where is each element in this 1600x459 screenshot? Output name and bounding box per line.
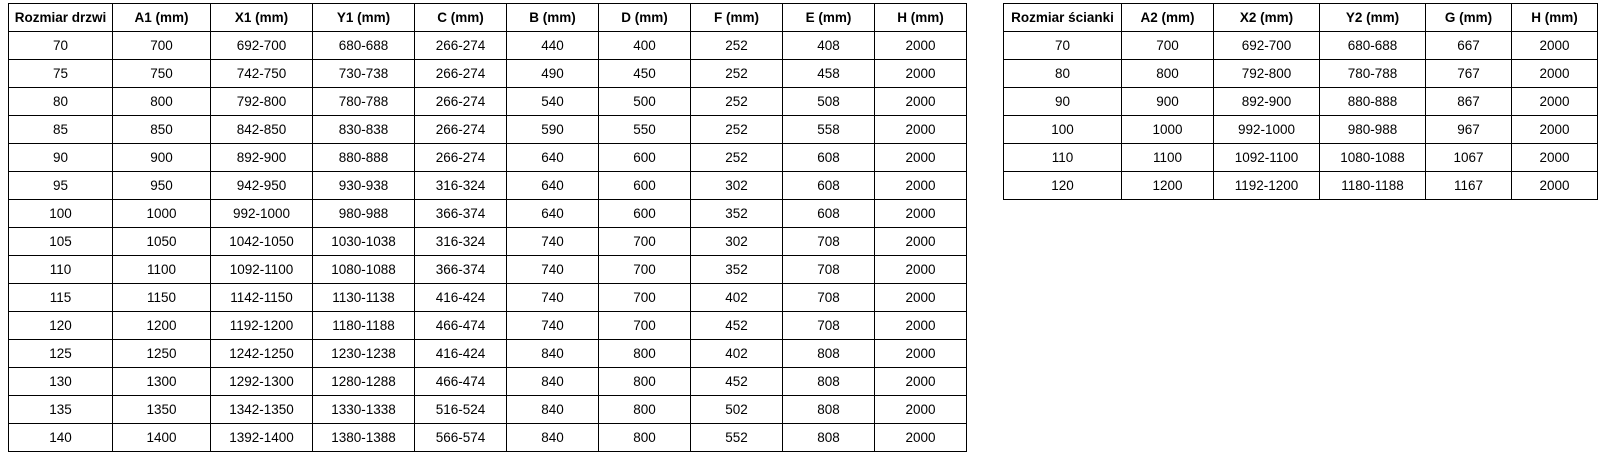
table-cell: 452 <box>691 368 783 396</box>
table-cell: 992-1000 <box>1214 116 1320 144</box>
table-cell: 508 <box>783 88 875 116</box>
doors-column-header: E (mm) <box>783 4 875 32</box>
table-cell: 416-424 <box>415 284 507 312</box>
table-cell: 1300 <box>113 368 211 396</box>
table-cell: 1380-1388 <box>313 424 415 452</box>
table-cell: 708 <box>783 228 875 256</box>
table-cell: 892-900 <box>211 144 313 172</box>
table-cell: 1350 <box>113 396 211 424</box>
table-row <box>9 116 967 144</box>
table-cell: 2000 <box>875 284 967 312</box>
table-cell: 550 <box>599 116 691 144</box>
doors-column-header: B (mm) <box>507 4 599 32</box>
table-cell: 1100 <box>1122 144 1214 172</box>
table-cell: 700 <box>599 228 691 256</box>
table-cell: 252 <box>691 116 783 144</box>
table-cell: 85 <box>9 116 113 144</box>
table-cell: 1092-1100 <box>211 256 313 284</box>
table-cell: 266-274 <box>415 32 507 60</box>
table-cell: 566-574 <box>415 424 507 452</box>
table-cell: 1142-1150 <box>211 284 313 312</box>
table-cell: 500 <box>599 88 691 116</box>
table-cell: 800 <box>599 340 691 368</box>
table-cell: 740 <box>507 284 599 312</box>
table-cell: 590 <box>507 116 599 144</box>
table-cell: 680-688 <box>313 32 415 60</box>
doors-column-header: X1 (mm) <box>211 4 313 32</box>
table-cell: 1392-1400 <box>211 424 313 452</box>
table-row <box>9 256 967 284</box>
table-cell: 692-700 <box>211 32 313 60</box>
table-cell: 892-900 <box>1214 88 1320 116</box>
table-cell: 800 <box>599 368 691 396</box>
table-cell: 800 <box>1122 60 1214 88</box>
table-cell: 900 <box>113 144 211 172</box>
table-cell: 742-750 <box>211 60 313 88</box>
table-cell: 840 <box>507 396 599 424</box>
table-cell: 1330-1338 <box>313 396 415 424</box>
table-cell: 850 <box>113 116 211 144</box>
walls-column-header: Y2 (mm) <box>1320 4 1426 32</box>
doors-column-header: A1 (mm) <box>113 4 211 32</box>
table-row <box>9 200 967 228</box>
table-cell: 2000 <box>875 144 967 172</box>
table-cell: 316-324 <box>415 172 507 200</box>
table-cell: 1000 <box>113 200 211 228</box>
table-cell: 552 <box>691 424 783 452</box>
table-cell: 2000 <box>875 396 967 424</box>
table-cell: 130 <box>9 368 113 396</box>
table-cell: 100 <box>1004 116 1122 144</box>
table-cell: 1100 <box>113 256 211 284</box>
table-cell: 266-274 <box>415 88 507 116</box>
table-cell: 120 <box>9 312 113 340</box>
table-cell: 600 <box>599 144 691 172</box>
table-header-row <box>9 4 967 32</box>
table-header-row <box>1004 4 1598 32</box>
table-cell: 640 <box>507 200 599 228</box>
table-cell: 1200 <box>113 312 211 340</box>
table-cell: 750 <box>113 60 211 88</box>
walls-table-header <box>1004 4 1598 32</box>
table-cell: 302 <box>691 228 783 256</box>
table-cell: 980-988 <box>313 200 415 228</box>
walls-size-table-container <box>1003 3 1598 200</box>
table-cell: 1180-1188 <box>1320 172 1426 200</box>
table-cell: 950 <box>113 172 211 200</box>
table-cell: 1242-1250 <box>211 340 313 368</box>
table-cell: 352 <box>691 200 783 228</box>
table-cell: 680-688 <box>1320 32 1426 60</box>
table-cell: 1280-1288 <box>313 368 415 396</box>
table-cell: 880-888 <box>1320 88 1426 116</box>
table-cell: 1180-1188 <box>313 312 415 340</box>
table-cell: 450 <box>599 60 691 88</box>
table-row <box>1004 116 1598 144</box>
table-cell: 2000 <box>875 228 967 256</box>
table-cell: 830-838 <box>313 116 415 144</box>
table-cell: 1200 <box>1122 172 1214 200</box>
table-cell: 740 <box>507 312 599 340</box>
table-cell: 408 <box>783 32 875 60</box>
table-cell: 800 <box>113 88 211 116</box>
doors-column-header: D (mm) <box>599 4 691 32</box>
table-cell: 90 <box>9 144 113 172</box>
table-cell: 2000 <box>875 32 967 60</box>
table-cell: 700 <box>599 312 691 340</box>
doors-column-header: F (mm) <box>691 4 783 32</box>
table-cell: 930-938 <box>313 172 415 200</box>
table-cell: 452 <box>691 312 783 340</box>
table-row <box>9 396 967 424</box>
table-cell: 302 <box>691 172 783 200</box>
doors-column-header: C (mm) <box>415 4 507 32</box>
table-cell: 80 <box>9 88 113 116</box>
table-cell: 608 <box>783 144 875 172</box>
table-cell: 740 <box>507 256 599 284</box>
table-row <box>9 228 967 256</box>
table-cell: 2000 <box>1512 32 1598 60</box>
table-cell: 800 <box>599 396 691 424</box>
table-cell: 608 <box>783 200 875 228</box>
table-cell: 808 <box>783 340 875 368</box>
table-cell: 792-800 <box>211 88 313 116</box>
table-cell: 502 <box>691 396 783 424</box>
table-cell: 120 <box>1004 172 1122 200</box>
walls-table-body <box>1004 32 1598 200</box>
table-row <box>9 284 967 312</box>
table-cell: 516-524 <box>415 396 507 424</box>
table-cell: 800 <box>599 424 691 452</box>
table-cell: 942-950 <box>211 172 313 200</box>
table-row <box>9 32 967 60</box>
table-cell: 700 <box>113 32 211 60</box>
table-cell: 540 <box>507 88 599 116</box>
table-cell: 880-888 <box>313 144 415 172</box>
table-cell: 2000 <box>1512 60 1598 88</box>
table-cell: 75 <box>9 60 113 88</box>
table-row <box>9 312 967 340</box>
table-cell: 1130-1138 <box>313 284 415 312</box>
table-cell: 110 <box>1004 144 1122 172</box>
table-row <box>9 368 967 396</box>
table-row <box>9 172 967 200</box>
walls-column-header: G (mm) <box>1426 4 1512 32</box>
table-cell: 808 <box>783 368 875 396</box>
table-cell: 1050 <box>113 228 211 256</box>
table-cell: 466-474 <box>415 368 507 396</box>
table-cell: 700 <box>599 256 691 284</box>
table-cell: 1167 <box>1426 172 1512 200</box>
table-cell: 867 <box>1426 88 1512 116</box>
table-row <box>9 88 967 116</box>
table-cell: 1080-1088 <box>313 256 415 284</box>
table-cell: 1250 <box>113 340 211 368</box>
walls-column-header: Rozmiar ścianki <box>1004 4 1122 32</box>
table-cell: 708 <box>783 312 875 340</box>
table-cell: 2000 <box>875 424 967 452</box>
table-cell: 667 <box>1426 32 1512 60</box>
table-cell: 792-800 <box>1214 60 1320 88</box>
table-cell: 100 <box>9 200 113 228</box>
table-cell: 1080-1088 <box>1320 144 1426 172</box>
table-cell: 2000 <box>875 340 967 368</box>
table-cell: 992-1000 <box>211 200 313 228</box>
table-row <box>9 424 967 452</box>
table-cell: 967 <box>1426 116 1512 144</box>
table-cell: 1342-1350 <box>211 396 313 424</box>
table-cell: 402 <box>691 340 783 368</box>
table-cell: 780-788 <box>313 88 415 116</box>
walls-column-header: H (mm) <box>1512 4 1598 32</box>
table-row <box>1004 32 1598 60</box>
table-cell: 366-374 <box>415 200 507 228</box>
table-cell: 252 <box>691 32 783 60</box>
table-cell: 466-474 <box>415 312 507 340</box>
table-cell: 2000 <box>875 312 967 340</box>
table-cell: 366-374 <box>415 256 507 284</box>
table-cell: 1092-1100 <box>1214 144 1320 172</box>
table-cell: 252 <box>691 88 783 116</box>
table-cell: 1192-1200 <box>211 312 313 340</box>
table-row <box>1004 60 1598 88</box>
table-cell: 808 <box>783 396 875 424</box>
table-cell: 840 <box>507 340 599 368</box>
table-cell: 730-738 <box>313 60 415 88</box>
table-cell: 80 <box>1004 60 1122 88</box>
table-cell: 440 <box>507 32 599 60</box>
table-cell: 808 <box>783 424 875 452</box>
table-cell: 316-324 <box>415 228 507 256</box>
table-cell: 1042-1050 <box>211 228 313 256</box>
table-cell: 400 <box>599 32 691 60</box>
table-cell: 2000 <box>875 368 967 396</box>
table-cell: 1030-1038 <box>313 228 415 256</box>
doors-column-header: Rozmiar drzwi <box>9 4 113 32</box>
table-row <box>9 60 967 88</box>
table-cell: 2000 <box>875 88 967 116</box>
doors-column-header: Y1 (mm) <box>313 4 415 32</box>
table-cell: 352 <box>691 256 783 284</box>
table-cell: 2000 <box>875 172 967 200</box>
table-cell: 1000 <box>1122 116 1214 144</box>
table-cell: 125 <box>9 340 113 368</box>
table-cell: 1067 <box>1426 144 1512 172</box>
table-cell: 110 <box>9 256 113 284</box>
table-cell: 1150 <box>113 284 211 312</box>
table-cell: 402 <box>691 284 783 312</box>
table-cell: 2000 <box>875 200 967 228</box>
table-row <box>1004 172 1598 200</box>
table-cell: 2000 <box>875 256 967 284</box>
walls-column-header: A2 (mm) <box>1122 4 1214 32</box>
doors-column-header: H (mm) <box>875 4 967 32</box>
table-cell: 740 <box>507 228 599 256</box>
table-cell: 140 <box>9 424 113 452</box>
table-cell: 1230-1238 <box>313 340 415 368</box>
table-cell: 266-274 <box>415 116 507 144</box>
table-cell: 135 <box>9 396 113 424</box>
table-cell: 266-274 <box>415 144 507 172</box>
table-cell: 708 <box>783 284 875 312</box>
table-cell: 900 <box>1122 88 1214 116</box>
table-cell: 600 <box>599 172 691 200</box>
table-cell: 90 <box>1004 88 1122 116</box>
table-cell: 558 <box>783 116 875 144</box>
walls-column-header: X2 (mm) <box>1214 4 1320 32</box>
table-cell: 1192-1200 <box>1214 172 1320 200</box>
table-cell: 700 <box>599 284 691 312</box>
table-cell: 416-424 <box>415 340 507 368</box>
table-row <box>9 144 967 172</box>
table-cell: 115 <box>9 284 113 312</box>
table-cell: 1400 <box>113 424 211 452</box>
table-cell: 640 <box>507 172 599 200</box>
table-cell: 490 <box>507 60 599 88</box>
table-cell: 252 <box>691 60 783 88</box>
table-cell: 780-788 <box>1320 60 1426 88</box>
table-cell: 640 <box>507 144 599 172</box>
table-cell: 708 <box>783 256 875 284</box>
table-cell: 600 <box>599 200 691 228</box>
table-cell: 980-988 <box>1320 116 1426 144</box>
table-cell: 458 <box>783 60 875 88</box>
table-cell: 692-700 <box>1214 32 1320 60</box>
table-cell: 2000 <box>1512 172 1598 200</box>
table-cell: 700 <box>1122 32 1214 60</box>
walls-size-table <box>1003 3 1598 200</box>
table-cell: 840 <box>507 368 599 396</box>
doors-size-table <box>8 3 967 452</box>
doors-size-table-container <box>8 3 967 452</box>
table-cell: 105 <box>9 228 113 256</box>
table-cell: 2000 <box>1512 116 1598 144</box>
table-cell: 266-274 <box>415 60 507 88</box>
table-cell: 2000 <box>875 116 967 144</box>
table-row <box>1004 88 1598 116</box>
table-cell: 252 <box>691 144 783 172</box>
table-cell: 840 <box>507 424 599 452</box>
table-cell: 70 <box>1004 32 1122 60</box>
table-cell: 95 <box>9 172 113 200</box>
table-cell: 767 <box>1426 60 1512 88</box>
doors-table-header <box>9 4 967 32</box>
table-cell: 70 <box>9 32 113 60</box>
doors-table-body <box>9 32 967 452</box>
table-cell: 2000 <box>1512 144 1598 172</box>
table-cell: 1292-1300 <box>211 368 313 396</box>
table-row <box>1004 144 1598 172</box>
table-cell: 842-850 <box>211 116 313 144</box>
table-cell: 2000 <box>1512 88 1598 116</box>
table-row <box>9 340 967 368</box>
table-cell: 2000 <box>875 60 967 88</box>
table-cell: 608 <box>783 172 875 200</box>
